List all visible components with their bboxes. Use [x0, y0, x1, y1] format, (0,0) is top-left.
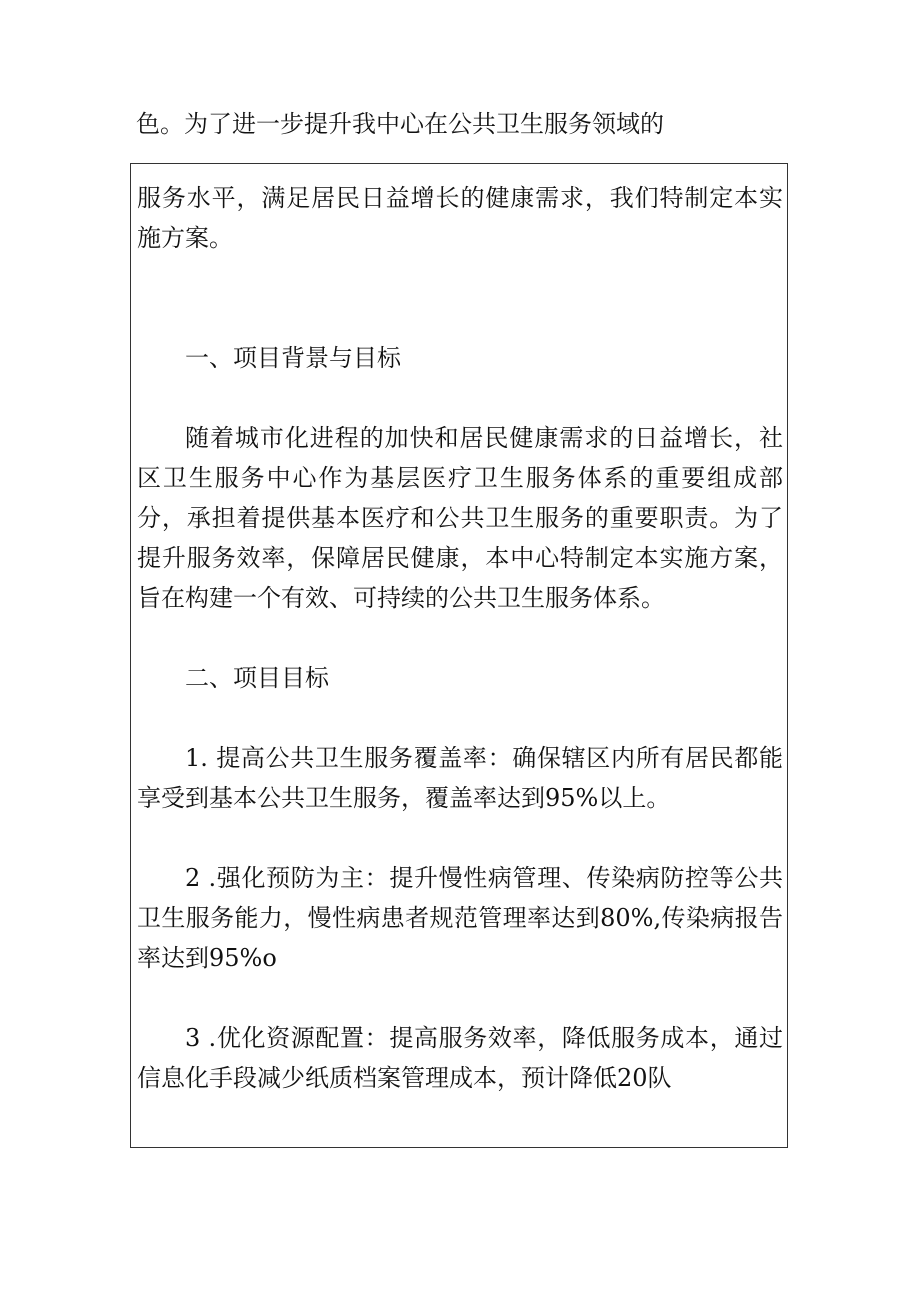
- goal-item-1: 1. 提高公共卫生服务覆盖率：确保辖区内所有居民都能享受到基本公共卫生服务，覆盖率达到95%以上。: [137, 744, 783, 812]
- document-body: [137, 178, 783, 1098]
- section-heading-goals: 二、项目目标: [185, 664, 329, 692]
- goal-item-3: 3 .优化资源配置：提高服务效率，降低服务成本，通过信息化手段减少纸质档案管理成本，预计降低20队: [137, 1024, 783, 1092]
- background-paragraph: 随着城市化进程的加快和居民健康需求的日益增长，社区卫生服务中心作为基层医疗卫生服务体系的重要组成部分，承担着提供基本医疗和公共卫生服务的重要职责。为了提升服务效率，保障居民健康，本中心特制定本实施方案，旨在构建一个有效、可持续的公共卫生服务体系。: [137, 424, 783, 612]
- document-frame: [130, 163, 788, 1148]
- goal-item-2: 2 .强化预防为主：提升慢性病管理、传染病防控等公共卫生服务能力，慢性病患者规范管理率达到80%,传染病报告率达到95%o: [137, 864, 783, 972]
- intro-paragraph: 服务水平，满足居民日益增长的健康需求，我们特制定本实施方案。: [137, 184, 783, 252]
- section-heading-background: 一、项目背景与目标: [185, 344, 401, 372]
- top-continuation-line: 色。为了进一步提升我中心在公共卫生服务领域的: [136, 110, 664, 138]
